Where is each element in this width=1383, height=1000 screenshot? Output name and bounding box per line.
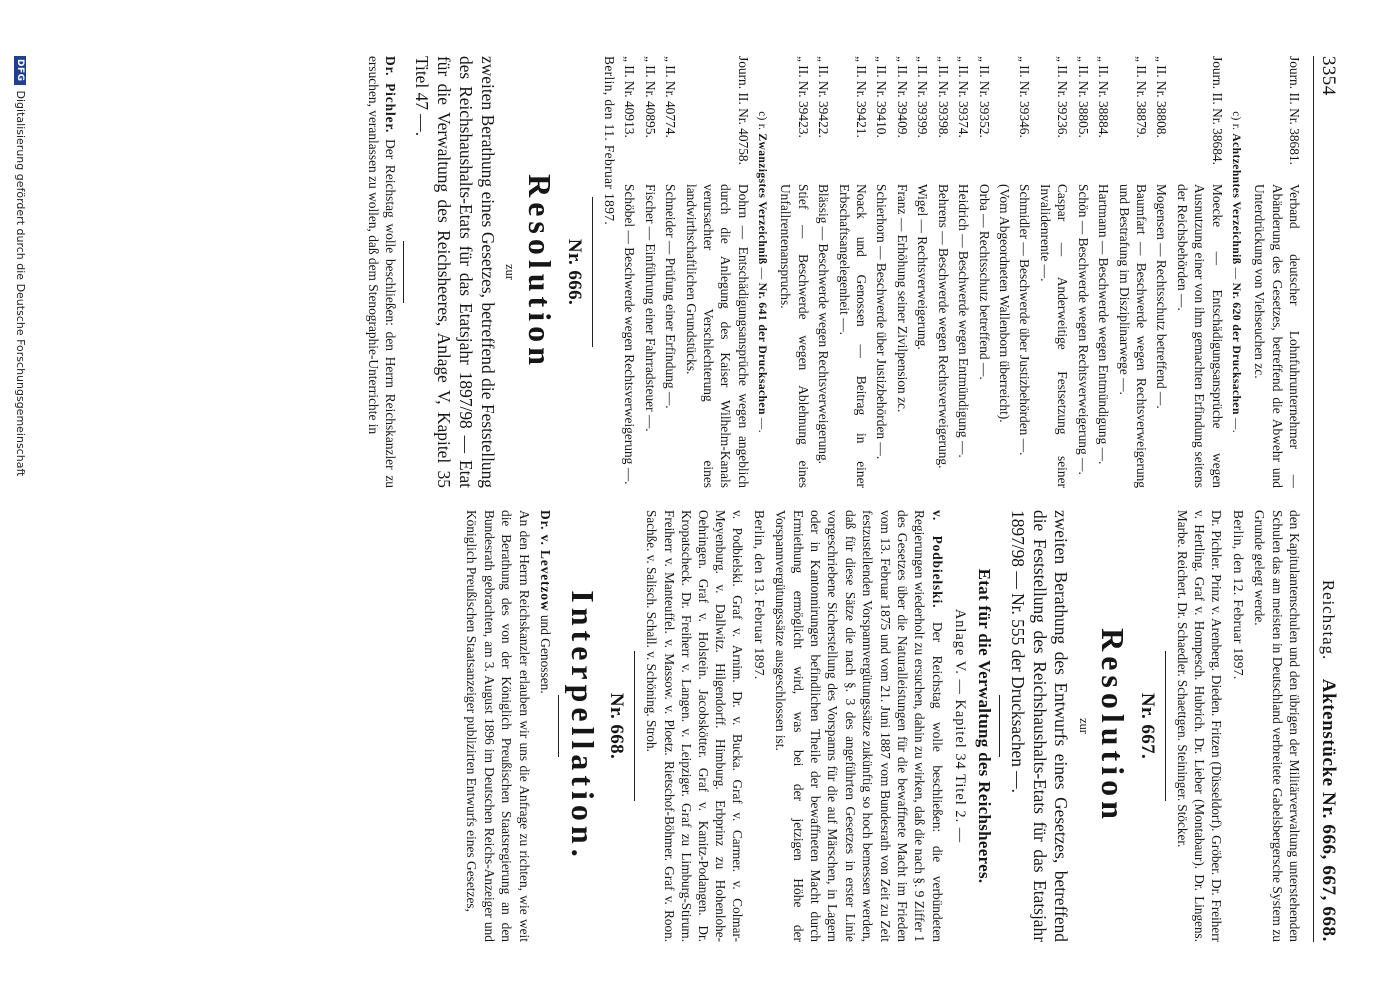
list-heading-prefix: c) r. — [755, 111, 769, 134]
document-heading: Resolution — [521, 174, 558, 370]
signatories: Dr. Pichler. Prinz v. Arenberg. Dieden. Fritzen (Düsseldorf). Gröber. Dr. Freiherr v. Hertling. Graf v. Hompesch. Hubrich. Dr. Lieber (Montabaur). Dr. Lingens. Marbe. Reichert. Dr. Schaedler. Schaettgen. Steininger. Stöcker. — [1175, 510, 1225, 942]
petition-journal-number: „ II. Nr. 38879. — [1133, 56, 1149, 138]
list-heading-drucksache: Nr. 641 der Drucksachen — [755, 282, 769, 415]
petition-entry — [815, 56, 832, 488]
motion-paragraph — [365, 56, 400, 488]
interpellant-suffix: und Genossen. — [538, 611, 554, 694]
digitization-text: Digitalisierung gefördert durch die Deutsche Forschungsgemeinschaft — [14, 90, 27, 477]
page-number: 3354 — [1318, 56, 1339, 96]
header-chamber: Reichstag. — [1319, 579, 1338, 661]
motion-text: Der Reichstag wolle beschließen: die verbündeten Regierungen wiederholt zu ersuchen, dahin zu wirken, daß die nach §. 9 Ziffer 1 des Gesetzes über die Naturalleistungen für die bewaffnete Macht im Frieden vom 13. Februar 1875 und vom 21. Juni 1887 vom Bundesrath von Zeit zu Zeit festzustellenden Vorspannvergütungssätze zukünftig so hoch bemessen werden, daß für diese Sätze die nach §. 3 des angeführten Gesetzes in erster Linie vorgeschriebene Sicherstellung des Vorspanns für die auf Märschen, in Lagern oder in Kantonnirungen befindlichen Theile der bewaffneten Macht durch Ermiethung ermöglicht wird, was bei der jetzigen Höhe der Vorspannvergütungssätze ausgeschlossen ist. — [773, 510, 945, 942]
petition-entry — [975, 56, 992, 488]
date-line: Berlin, den 12. Februar 1897. — [1230, 510, 1246, 680]
petition-journal-number: „ II. Nr. 39374. — [956, 56, 972, 138]
date-line: Berlin, den 13. Februar 1897. — [751, 510, 767, 680]
petition-entry — [1153, 56, 1170, 488]
signatories: v. Podbielski. Graf v. Arnim. Dr. v. Bucka. Graf v. Carmer. v. Colmar-Meyenburg. v. Dallwitz. Hilgendorff. Himburg. Erbprinz zu Hohenlohe-Oehringen. Graf v. Holstein. Jacobskötter. Graf v. Kanitz-Podangen. Dr. Kropatscheck. Dr. Freiherr v. Langen. v. Leipziger. Graf zu Limburg-Stirum. Freiherr v. Manteuffel. v. Massow. v. Ploetz. Rietschof-Böhmer. Graf v. Roon. Sachße. v. Salisch. Schall. v. Schöning. Stroh. — [644, 510, 746, 942]
document-number: Nr. 667. — [1136, 692, 1158, 760]
motion-continuation: den Kapitulantenschulen und den übrigen der Militärverwaltung unterstehenden Schulen das am meisten in Deutschland verbreitete Gabelsbergersche System zu Grunde gelegt werde. — [1252, 510, 1302, 942]
petition-subject: Behrens — Beschwerde wegen Rechtsverweigerung. — [935, 184, 951, 469]
petition-subject: Mogensen — Rechtsschutz betreffend —. — [1154, 184, 1170, 409]
petition-entry — [1016, 56, 1033, 488]
petition-journal-number: „ II. Nr. 39421. — [854, 56, 870, 138]
petition-entry — [1115, 56, 1150, 488]
petition-entry — [955, 56, 972, 488]
petition-subject: Fischer — Einführung einer Fahrradsteuer —. — [642, 184, 658, 432]
petition-entry — [682, 56, 752, 488]
document-zur: zur — [503, 264, 518, 280]
motion-paragraph — [772, 510, 946, 942]
petition-journal-number: „ II. Nr. 39399. — [915, 56, 931, 138]
speaker-name: v. Podbielski. — [929, 510, 945, 609]
list-heading-title: Achtzehntes Verzeichniß — [1229, 133, 1243, 265]
petition-subject: Blässig — Beschwerde wegen Rechtsverweigerung. — [816, 184, 832, 465]
short-divider — [403, 241, 404, 303]
petition-entry — [1095, 56, 1112, 488]
petition-entry — [1036, 56, 1071, 488]
petition-subject: Schön — Beschwerde wegen Rechtsverweigerung —. — [1075, 184, 1091, 475]
petition-subject: Verband deutscher Lohnfuhrunternehmer — Abänderung des Gesetzes, betreffend die Abwehr und Unterdrückung von Viehseuchen zc. — [1252, 184, 1302, 488]
petition-journal-number: „ II. Nr. 39409. — [894, 56, 910, 138]
petition-entry — [777, 56, 812, 488]
etat-subtitle: Anlage V. — Kapitel 34 Titel 2. — — [951, 608, 968, 844]
date-line: Berlin, den 11. Februar 1897. — [601, 56, 617, 226]
petition-subject: Moecke — Entschädigungsansprüche wegen Ausnutzung einer von ihm gemachten Erfindung seitens der Reichsbehörden —. — [1174, 184, 1225, 488]
petition-entry — [873, 56, 890, 488]
interpellant-name: Dr. v. Levetzow — [538, 510, 554, 612]
petition-journal-number: „ II. Nr. 39236. — [1055, 56, 1071, 138]
speaker-name: Dr. Pichler. — [383, 56, 399, 134]
document-heading: Interpellation. — [564, 590, 601, 862]
petition-subject: (Vom Abgeordneten Wallenborn überreicht). — [997, 184, 1013, 423]
petition-entry — [934, 56, 951, 488]
petition-list-a — [1251, 56, 1303, 488]
list-heading-18 — [1229, 56, 1244, 488]
list-heading-dash: — — [755, 264, 769, 283]
left-column — [361, 56, 1303, 488]
petition-subject: Schneider — Prüfung einer Erfindung —. — [663, 184, 679, 409]
dfg-logo-icon: DFG — [15, 56, 27, 85]
petition-entry — [914, 56, 931, 488]
section-divider — [634, 651, 635, 801]
section-divider — [592, 197, 593, 347]
petition-subject: Hartmann — Beschwerde wegen Entmündigung —. — [1096, 184, 1112, 465]
petition-journal-number: „ II. Nr. 40774. — [663, 56, 679, 138]
list-heading-prefix: c) r. — [1229, 111, 1243, 134]
document-heading: Resolution — [1095, 628, 1132, 824]
petition-subject: Wigel — Rechtsverweigerung. — [915, 184, 931, 350]
short-divider — [999, 695, 1000, 757]
petition-journal-number: Journ. II. Nr. 38684. — [1209, 56, 1225, 165]
petition-subject: Schmidler — Beschwerde über Justizbehörden —. — [1017, 184, 1033, 456]
petition-subject: Franz — Erhöhung seiner Zivilpension zc. — [894, 184, 910, 413]
list-heading-20 — [755, 56, 770, 488]
petition-entry — [1074, 56, 1091, 488]
petition-journal-number — [996, 56, 1013, 178]
header-documents: Aktenstücke Nr. 666, 667, 668. — [1318, 678, 1339, 942]
document-subject: zweiten Berathung eines Gesetzes, betreffend die Feststellung des Reichshaushalts-Etats für das Etatsjahr 1897/98 — Etat für die Verwaltung des Reichsheeres, Anlage V, Kapitel 35 Titel 47 —. — [412, 56, 499, 488]
list-heading-suffix: —. — [1229, 414, 1243, 433]
petition-subject: Orba — Rechtsschutz betreffend —. — [976, 184, 992, 380]
document-number: Nr. 666. — [563, 238, 585, 306]
petition-journal-number: Journ. II. Nr. 38681. — [1287, 56, 1302, 165]
petition-journal-number: „ II. Nr. 39422. — [816, 56, 832, 138]
petition-list-c — [621, 56, 752, 488]
etat-title: Etat für die Verwaltung des Reichsheeres. — [974, 568, 994, 884]
petition-journal-number: „ II. Nr. 38805. — [1075, 56, 1091, 138]
petition-entry — [641, 56, 658, 488]
two-column-body — [361, 56, 1303, 942]
list-heading-title: Zwanzigstes Verzeichniß — [755, 133, 769, 265]
document-zur: zur — [1076, 718, 1091, 734]
short-divider — [558, 695, 559, 757]
petition-subject: Schöbel — Beschwerde wegen Rechtsverweigerung —. — [622, 184, 638, 485]
petition-journal-number: „ II. Nr. 39352. — [976, 56, 992, 138]
interpellation-text: An den Herrn Reichskanzler erlauben wir uns die Anfrage zu richten, wie weit die Berathung des von der Königlich Preußischen Staatsregierung an den Bundesrath gebrachten, am 3. August 1896 im Deutschen Reichs-Anzeiger und Königlich Preußischen Staatsanzeiger publizirten Entwurfs eines Gesetzes, — [464, 510, 532, 942]
section-divider — [1165, 651, 1166, 801]
petition-journal-number: „ II. Nr. 38808. — [1154, 56, 1170, 138]
petition-journal-number: „ II. Nr. 39423. — [795, 56, 811, 138]
petition-subject: Heidrich — Beschwerde wegen Entmündigung —. — [956, 184, 972, 458]
list-heading-suffix: —. — [755, 414, 769, 433]
petition-entry — [894, 56, 911, 488]
petition-journal-number: „ II. Nr. 38884. — [1096, 56, 1112, 138]
petition-subject: Noack und Genossen — Beitrag in einer Erbschaftsangelegenheit —. — [836, 184, 870, 488]
petition-subject: Stief — Beschwerde wegen Ablehnung eines Unfallrentenanspruchs. — [778, 184, 811, 488]
petition-journal-number: „ II. Nr. 39410. — [874, 56, 890, 138]
petition-entry — [662, 56, 679, 488]
petition-entry — [1173, 56, 1225, 488]
header-title — [1317, 580, 1339, 942]
document-subject: zweiten Berathung des Entwurfs eines Gesetzes, betreffend die Feststellung des Reichshaushalts-Etats für das Etatsjahr 1897/98 — Nr. 555 der Drucksachen —. — [1007, 510, 1072, 942]
petition-subject: Dohrn — Entschädigungsansprüche wegen angeblich durch die Anlegung des Kaiser Wilhelm-Kanals verursachter Verschlechterung eines landwirthschaftlichen Grundstücks. — [683, 184, 751, 488]
running-header — [1313, 56, 1339, 942]
petition-entry — [835, 56, 870, 488]
document-number: Nr. 668. — [606, 692, 628, 760]
petition-entry — [996, 56, 1013, 488]
right-column — [361, 510, 1303, 942]
motion-text: Der Reichstag wolle beschließen: den Herrn Reichskanzler zu ersuchen, veranlassen zu wollen, daß dem Stenographie-Unterrichte in — [366, 56, 399, 488]
digitization-note — [14, 56, 27, 476]
petition-entry — [621, 56, 638, 488]
petition-subject: Caspar — Anderweitige Festsetzung seiner Invalidenrente —. — [1037, 184, 1071, 488]
interpellation-paragraph — [537, 510, 554, 942]
petition-subject: Baumfart — Beschwerde wegen Rechtsverweigerung und Bestrafung im Disziplinarwege —. — [1116, 184, 1149, 488]
petition-journal-number: „ II. Nr. 39346. — [1017, 56, 1033, 138]
petition-subject: Schierhorn — Beschwerde über Justizbehörden —. — [874, 184, 890, 460]
petition-journal-number: „ II. Nr. 39398. — [935, 56, 951, 138]
list-heading-drucksache: Nr. 620 der Drucksachen — [1229, 282, 1243, 415]
petition-journal-number: „ II. Nr. 40895. — [642, 56, 658, 138]
list-heading-dash: — — [1229, 264, 1243, 283]
petition-entry — [1251, 56, 1303, 488]
petition-list-b — [777, 56, 1226, 488]
petition-journal-number: „ II. Nr. 40913. — [622, 56, 638, 138]
petition-journal-number: Journ. II. Nr. 40758. — [735, 56, 751, 165]
